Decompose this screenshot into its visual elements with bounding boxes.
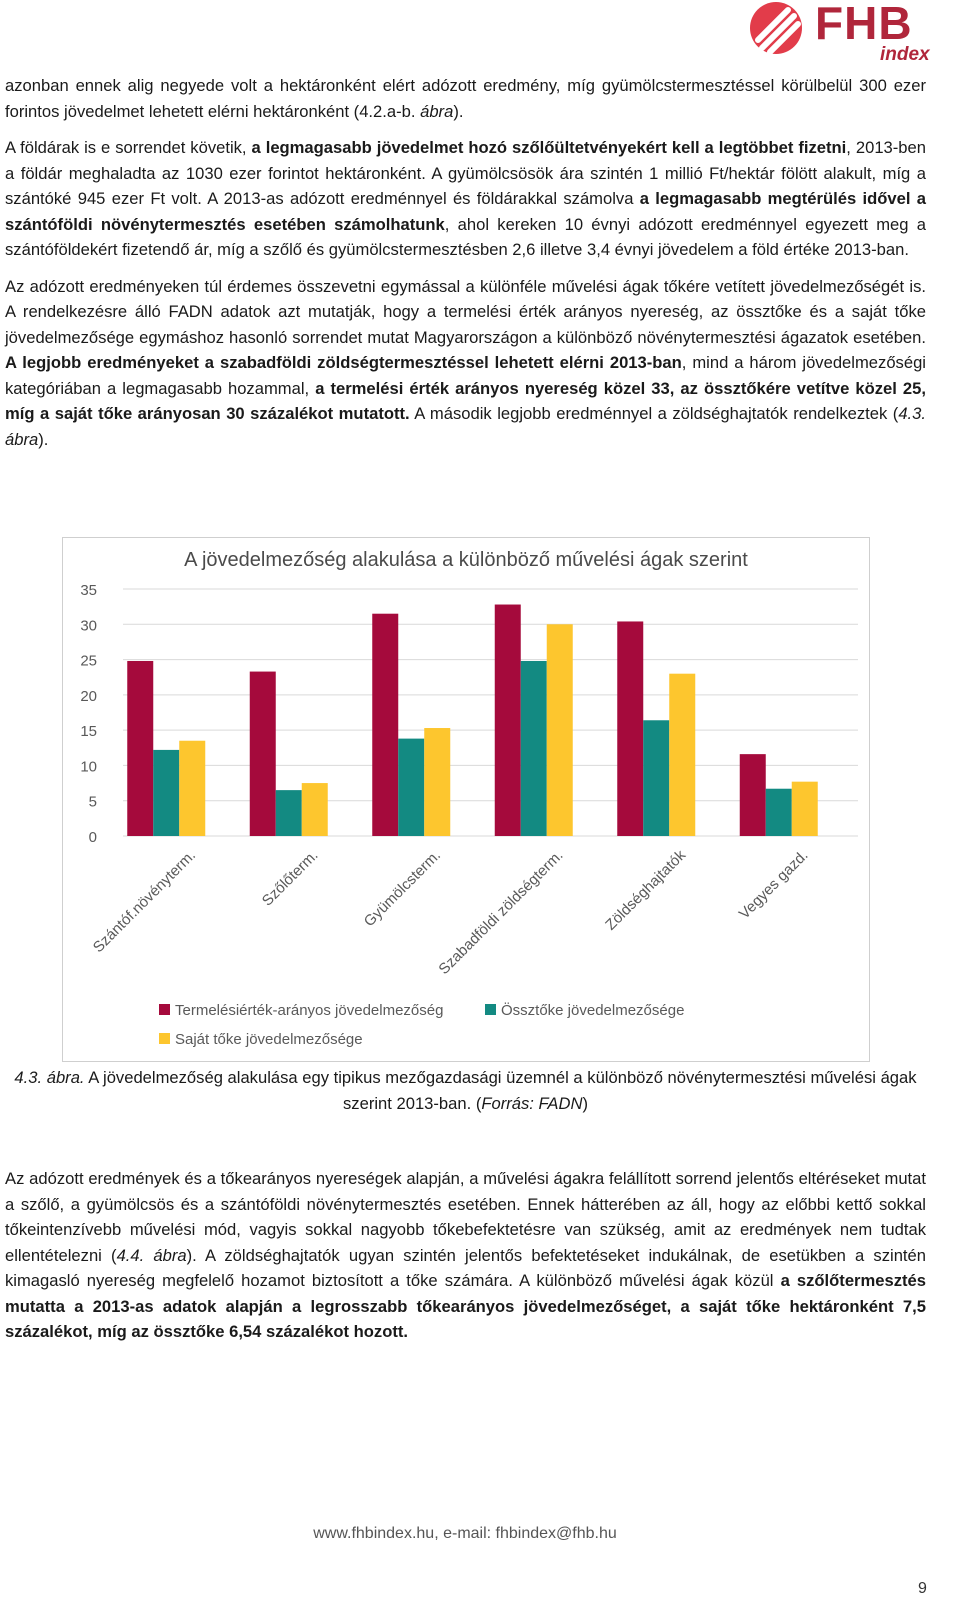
text-run: azonban ennek alig negyede volt a hektáronként elért adózott eredmény, míg gyümölcstermesztéssel körülbelül 300 ezer forintos jövedelmet lehetett elérni hektáronként (4.2.a-b. xyxy=(5,76,926,121)
y-tick-label: 10 xyxy=(80,758,97,776)
category-label: Szántóf.növényterm. xyxy=(89,846,200,957)
text-run: , mind a három jövedelmezőségi kategóriában a legmagasabb hozammal, xyxy=(5,353,926,398)
caption-source: Forrás: FADN xyxy=(481,1094,583,1113)
text-run: ). xyxy=(38,429,49,449)
text-run: , 2013-ben a földár meghaladta az 1030 ezer forintot hektáronként. A gyümölcsösök ára szintén 1 millió Ft/hektár fölött alakult, míg a szántóké 945 ezer Ft volt. A 2013-as adózott eredménnyel és földárakkal számolva xyxy=(5,138,926,208)
text-run: A második legjobb eredménnyel a zöldséghajtatók rendelkeztek ( xyxy=(409,404,899,423)
text-run: 4.4. ábra xyxy=(116,1245,187,1265)
bar xyxy=(669,674,695,836)
bar xyxy=(127,661,153,836)
legend-label: Termelésiérték-arányos jövedelmezőség xyxy=(175,1002,444,1019)
text-run: A földárak is e sorrendet követik, xyxy=(5,138,252,157)
text-run: ). A zöldséghajtatók ugyan szintén jelentős befektetéseket indukálnak, de esetükben a szintén kimagasló nyereség megfelelő hozamot biztosított a tőke számára. A különböző művelési ágak közül xyxy=(5,1245,926,1290)
bar xyxy=(398,739,424,836)
legend-swatch xyxy=(159,1033,170,1044)
footer-contact: www.fhbindex.hu, e-mail: fhbindex@fhb.hu xyxy=(313,1525,617,1542)
text-run: a termelési érték arányos nyereség közel 33, az össztőkére vetítve közel 25, míg a saját tőke arányosan 30 százalékot mutatott. xyxy=(5,378,926,423)
paragraph xyxy=(5,135,926,263)
text-run: ). xyxy=(453,101,464,121)
y-tick-label: 30 xyxy=(80,617,97,635)
logo-brand: FHB xyxy=(815,0,913,49)
y-tick-label: 5 xyxy=(88,793,97,811)
text-run: a legmagasabb jövedelmet hozó szőlőültetvényekért kell a legtöbbet fizetni xyxy=(251,138,847,157)
legend-label: Saját tőke jövedelmezősége xyxy=(175,1031,363,1048)
y-tick-label: 20 xyxy=(80,687,97,705)
bar xyxy=(250,672,276,836)
body-text-bottom xyxy=(5,1166,926,1356)
bar xyxy=(153,750,179,836)
text-run: Az adózott eredményeken túl érdemes összevetni egymással a különféle művelési ágak tőkére vetített jövedelmezőségét is. A rendelkezésre álló FADN adatok azt mutatják, hogy a termelési érték arányos nyereség, az össztőke és a saját tőke jövedelmezősége egymáshoz hasonló sorrendet mutat Magyarországon a különböző növénytermesztési ágazatok esetében. xyxy=(5,276,926,347)
y-tick-label: 25 xyxy=(80,652,97,670)
caption-label: 4.3. ábra. xyxy=(14,1068,85,1087)
y-tick-label: 0 xyxy=(88,829,97,846)
bar xyxy=(276,790,302,836)
paragraph xyxy=(5,73,926,124)
text-run: A legjobb eredményeket a szabadföldi zöldségtermesztéssel lehetett elérni 2013-ban xyxy=(5,353,682,372)
chart-title: A jövedelmezőség alakulása a különböző művelési ágak szerint xyxy=(184,549,748,571)
bar xyxy=(302,783,328,836)
bar xyxy=(792,782,818,836)
bar xyxy=(643,720,669,836)
text-run: ábra xyxy=(420,101,454,121)
text-run: Az adózott eredmények és a tőkearányos nyereségek alapján, a művelési ágakra felállított sorrend jelentős eltéréseket mutat a szőlő, a gyümölcsös és a szántóföldi növénytermesztés esetében. Ennek hátterében az áll, hogy az előbbi kettő sokkal tőkeintenzívebb művelési mód, vagyis sokkal nagyobb tőkebefektetésre van szükség, amit az eredmények nem tudtak ellentételezni ( xyxy=(5,1169,926,1265)
bar xyxy=(766,789,792,836)
legend-swatch xyxy=(159,1004,170,1015)
text-run: , ahol kereken 10 évnyi adózott eredménnyel egyezett meg a szántóföldekért fizetendő ár, míg a szőlő és gyümölcstermesztésben 2,6 illetve 3,4 évnyi jövedelem a föld értéke 2013-ban. xyxy=(5,214,926,259)
category-label: Szőlőterm. xyxy=(258,846,322,910)
text-run: 4.3. ábra xyxy=(5,404,927,449)
legend-swatch xyxy=(485,1004,496,1015)
bar xyxy=(521,661,547,836)
caption-text: A jövedelmezőség alakulása egy tipikus mezőgazdasági üzemnél a különböző növénytermesztési művelési ágak szerint 2013-ban. ( xyxy=(84,1068,917,1113)
category-label: Szabadföldi zöldségterm. xyxy=(435,846,567,978)
y-tick-label: 35 xyxy=(80,582,97,599)
category-label: Gyümölcsterm. xyxy=(360,846,445,931)
page-number: 9 xyxy=(918,1580,927,1597)
logo-sub: index xyxy=(880,44,930,65)
bar xyxy=(740,754,766,836)
text-run: a szőlőtermesztés mutatta a 2013-as adatok alapján a legrosszabb tőkearányos jövedelmezőséget, a saját tőke hektáronként 7,5 százalékot, míg az össztőke 6,54 százalékot hozott. xyxy=(5,1271,927,1341)
category-label: Zöldséghajtatók xyxy=(602,846,690,934)
legend-label: Össztőke jövedelmezősége xyxy=(501,1002,685,1019)
chart-frame xyxy=(62,537,870,1062)
figure-caption xyxy=(5,1065,926,1117)
paragraph xyxy=(5,1166,926,1345)
bar xyxy=(424,728,450,836)
body-text-top xyxy=(5,73,926,463)
bar xyxy=(372,614,398,836)
category-label: Vegyes gazd. xyxy=(735,846,812,923)
text-run: a legmagasabb megtérülés idővel a szántóföldi növénytermesztés esetében számolhatunk xyxy=(5,189,926,234)
bar xyxy=(617,621,643,836)
paragraph xyxy=(5,274,926,453)
caption-close: ) xyxy=(582,1094,588,1113)
bar xyxy=(547,624,573,836)
bar-chart xyxy=(63,538,869,1061)
bar xyxy=(179,741,205,836)
bar xyxy=(495,605,521,836)
y-tick-label: 15 xyxy=(80,723,97,741)
